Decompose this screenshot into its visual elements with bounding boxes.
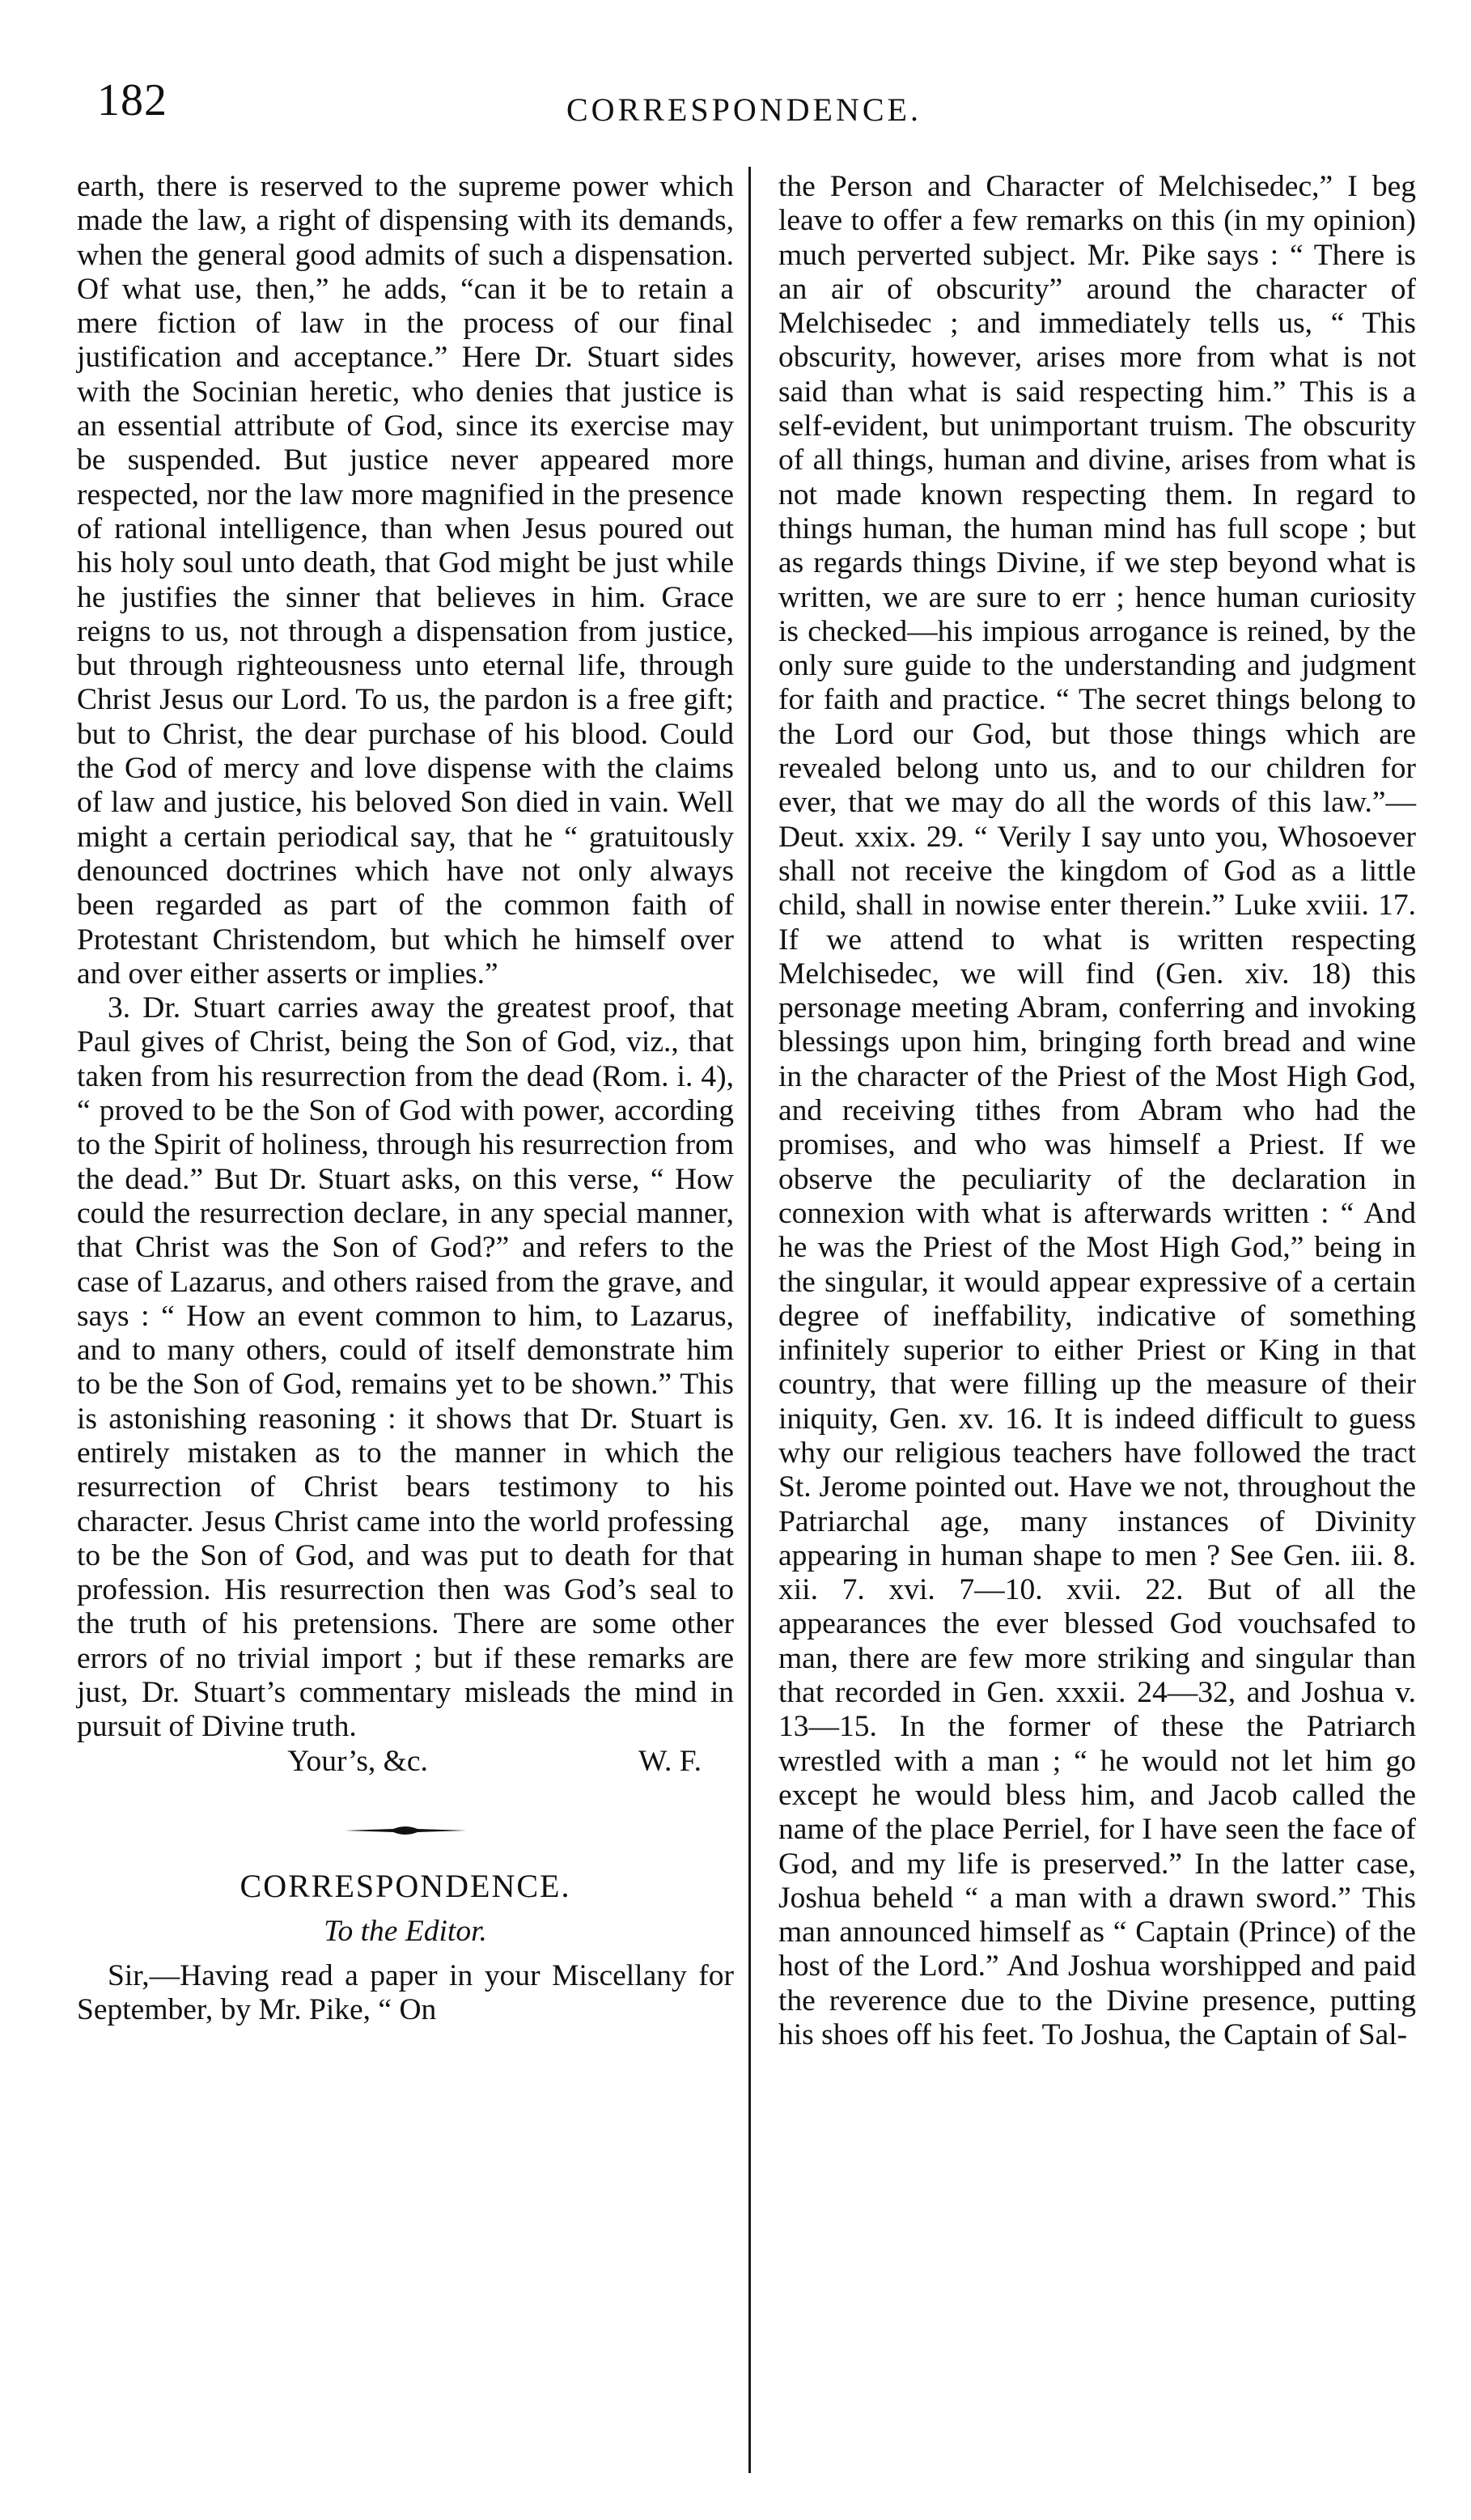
- left-paragraph-2: 3. Dr. Stuart carries away the greatest proof, that Paul gives of Christ, being the Son of God, viz., that taken from his resurrection from the dead (Rom. i. 4), “ proved to be the Son of God with power, according to the Spirit of holiness, through his resurrection from the dead.” But Dr. Stuart asks, on this verse, “ How could the resurrection declare, in any special manner, that Christ was the Son of God?” and refers to the case of Lazarus, and others raised from the grave, and says : “ How an event common to him, to Lazarus, and to many others, could of itself demonstrate him to be the Son of God, remains yet to be shown.” This is astonishing reasoning : it shows that Dr. Stuart is entirely mistaken as to the manner in which the resurrection of Christ bears testimony to his character. Jesus Christ came into the world professing to be the Son of God, and was put to death for that profession. His resurrection then was God’s seal to the truth of his pretensions. There are some other errors of no trivial import ; but if these remarks are just, Dr. Stuart’s commentary misleads the mind in pursuit of Divine truth.: [77, 991, 734, 1744]
- signature: W. F.: [638, 1744, 702, 1778]
- section-title: CORRESPONDENCE.: [240, 1867, 571, 1904]
- right-paragraph-1: the Person and Character of Melchisedec,” I beg leave to offer a few remarks on this (in my opinion) much perverted subject. Mr. Pike says : “ There is an air of obscurity” around the character of Melchisedec ; and immediately tells us, “ This obscurity, however, arises more from what is not said than what is said respecting him.” This is a self-evident, but unimportant truism. The obscurity of all things, human and divine, arises from what is not made known respecting them. In regard to things human, the human mind has full scope ; but as regards things Divine, if we step beyond what is written, we are sure to err ; hence human curiosity is checked—his impious arrogance is reined, by the only sure guide to the understanding and judgment for faith and practice. “ The secret things belong to the Lord our God, but those things which are revealed belong unto us, and to our children for ever, that we may do all the words of this law.”—Deut. xxix. 29. “ Verily I say unto you, Whosoever shall not receive the kingdom of God as a little child, shall in nowise enter therein.” Luke xviii. 17. If we attend to what is written respecting Melchisedec, we will find (Gen. xiv. 18) this personage meeting Abram, conferring and invoking blessings upon him, bringing forth bread and wine in the character of the Priest of the Most High God, and receiving tithes from Abram who had the promises, and who was himself a Priest. If we observe the peculiarity of the declaration in connexion with what is afterwards written : “ And he was the Priest of the Most High God,” being in the singular, it would appear expressive of a certain degree of ineffability, indicative of something infinitely superior to either Priest or King in that country, that were filling up the measure of their iniquity, Gen. xv. 16. It is indeed difficult to guess why our religious teachers have followed the tract St. Jerome pointed out. Have we not, throughout the Patriarchal age, many instances of Divinity appearing in human shape to men ? See Gen. iii. 8. xii. 7. xvi. 7—10. xvii. 22. But of all the appearances the ever blessed God vouchsafed to man, there are few more striking and singular than that recorded in Gen. xxxii. 24—32, and Joshua v. 13—15. In the former of these the Patriarch wrestled with a man ; “ he would not let him go except he would bless him, and Jacob called the name of the place Perriel, for I have seen the face of God, and my life is preserved.” In the latter case, Joshua beheld “ a man with a drawn sword.” This man announced himself as “ Captain (Prince) of the host of the Lord.” And Joshua worshipped and paid the reverence due to the Divine presence, putting his shoes off his feet. To Joshua, the Captain of Sal-: [778, 170, 1416, 2052]
- letter-signature-line: [77, 1745, 734, 1779]
- running-title: CORRESPONDENCE.: [566, 91, 922, 128]
- left-paragraph-3: Sir,—Having read a paper in your Miscellany for September, by Mr. Pike, “ On: [77, 1958, 734, 2026]
- page-number: 182: [97, 75, 167, 125]
- left-paragraph-1: earth, there is reserved to the supreme power which made the law, a right of dispensing with its demands, when the general good admits of such a dispensation. Of what use, then,” he adds, “can it be to retain a mere fiction of law in the process of our final justification and acceptance.” Here Dr. Stuart sides with the Socinian heretic, who denies that justice is an essential attribute of God, since its exercise may be suspended. But justice never appeared more respected, nor the law more magnified in the presence of rational intelligence, than when Jesus poured out his holy soul unto death, that God might be just while he justifies the sinner that believes in him. Grace reigns to us, not through a dispensation from justice, but through righteousness unto eternal life, through Christ Jesus our Lord. To us, the pardon is a free gift; but to Christ, the dear purchase of his blood. Could the God of mercy and love dispense with the claims of law and justice, his beloved Son died in vain. Well might a certain periodical say, that he “ gratuitously denounced doctrines which have not only always been regarded as part of the common faith of Protestant Christendom, but which he himself over and over either asserts or implies.”: [77, 170, 734, 991]
- column-divider: [748, 167, 751, 2473]
- addressee: To the Editor.: [324, 1915, 487, 1949]
- sign-off-text: Your’s, &c.: [287, 1744, 428, 1778]
- right-column: [778, 170, 1416, 2052]
- left-column: [77, 170, 734, 2027]
- ornamental-rule-icon: [345, 1824, 466, 1837]
